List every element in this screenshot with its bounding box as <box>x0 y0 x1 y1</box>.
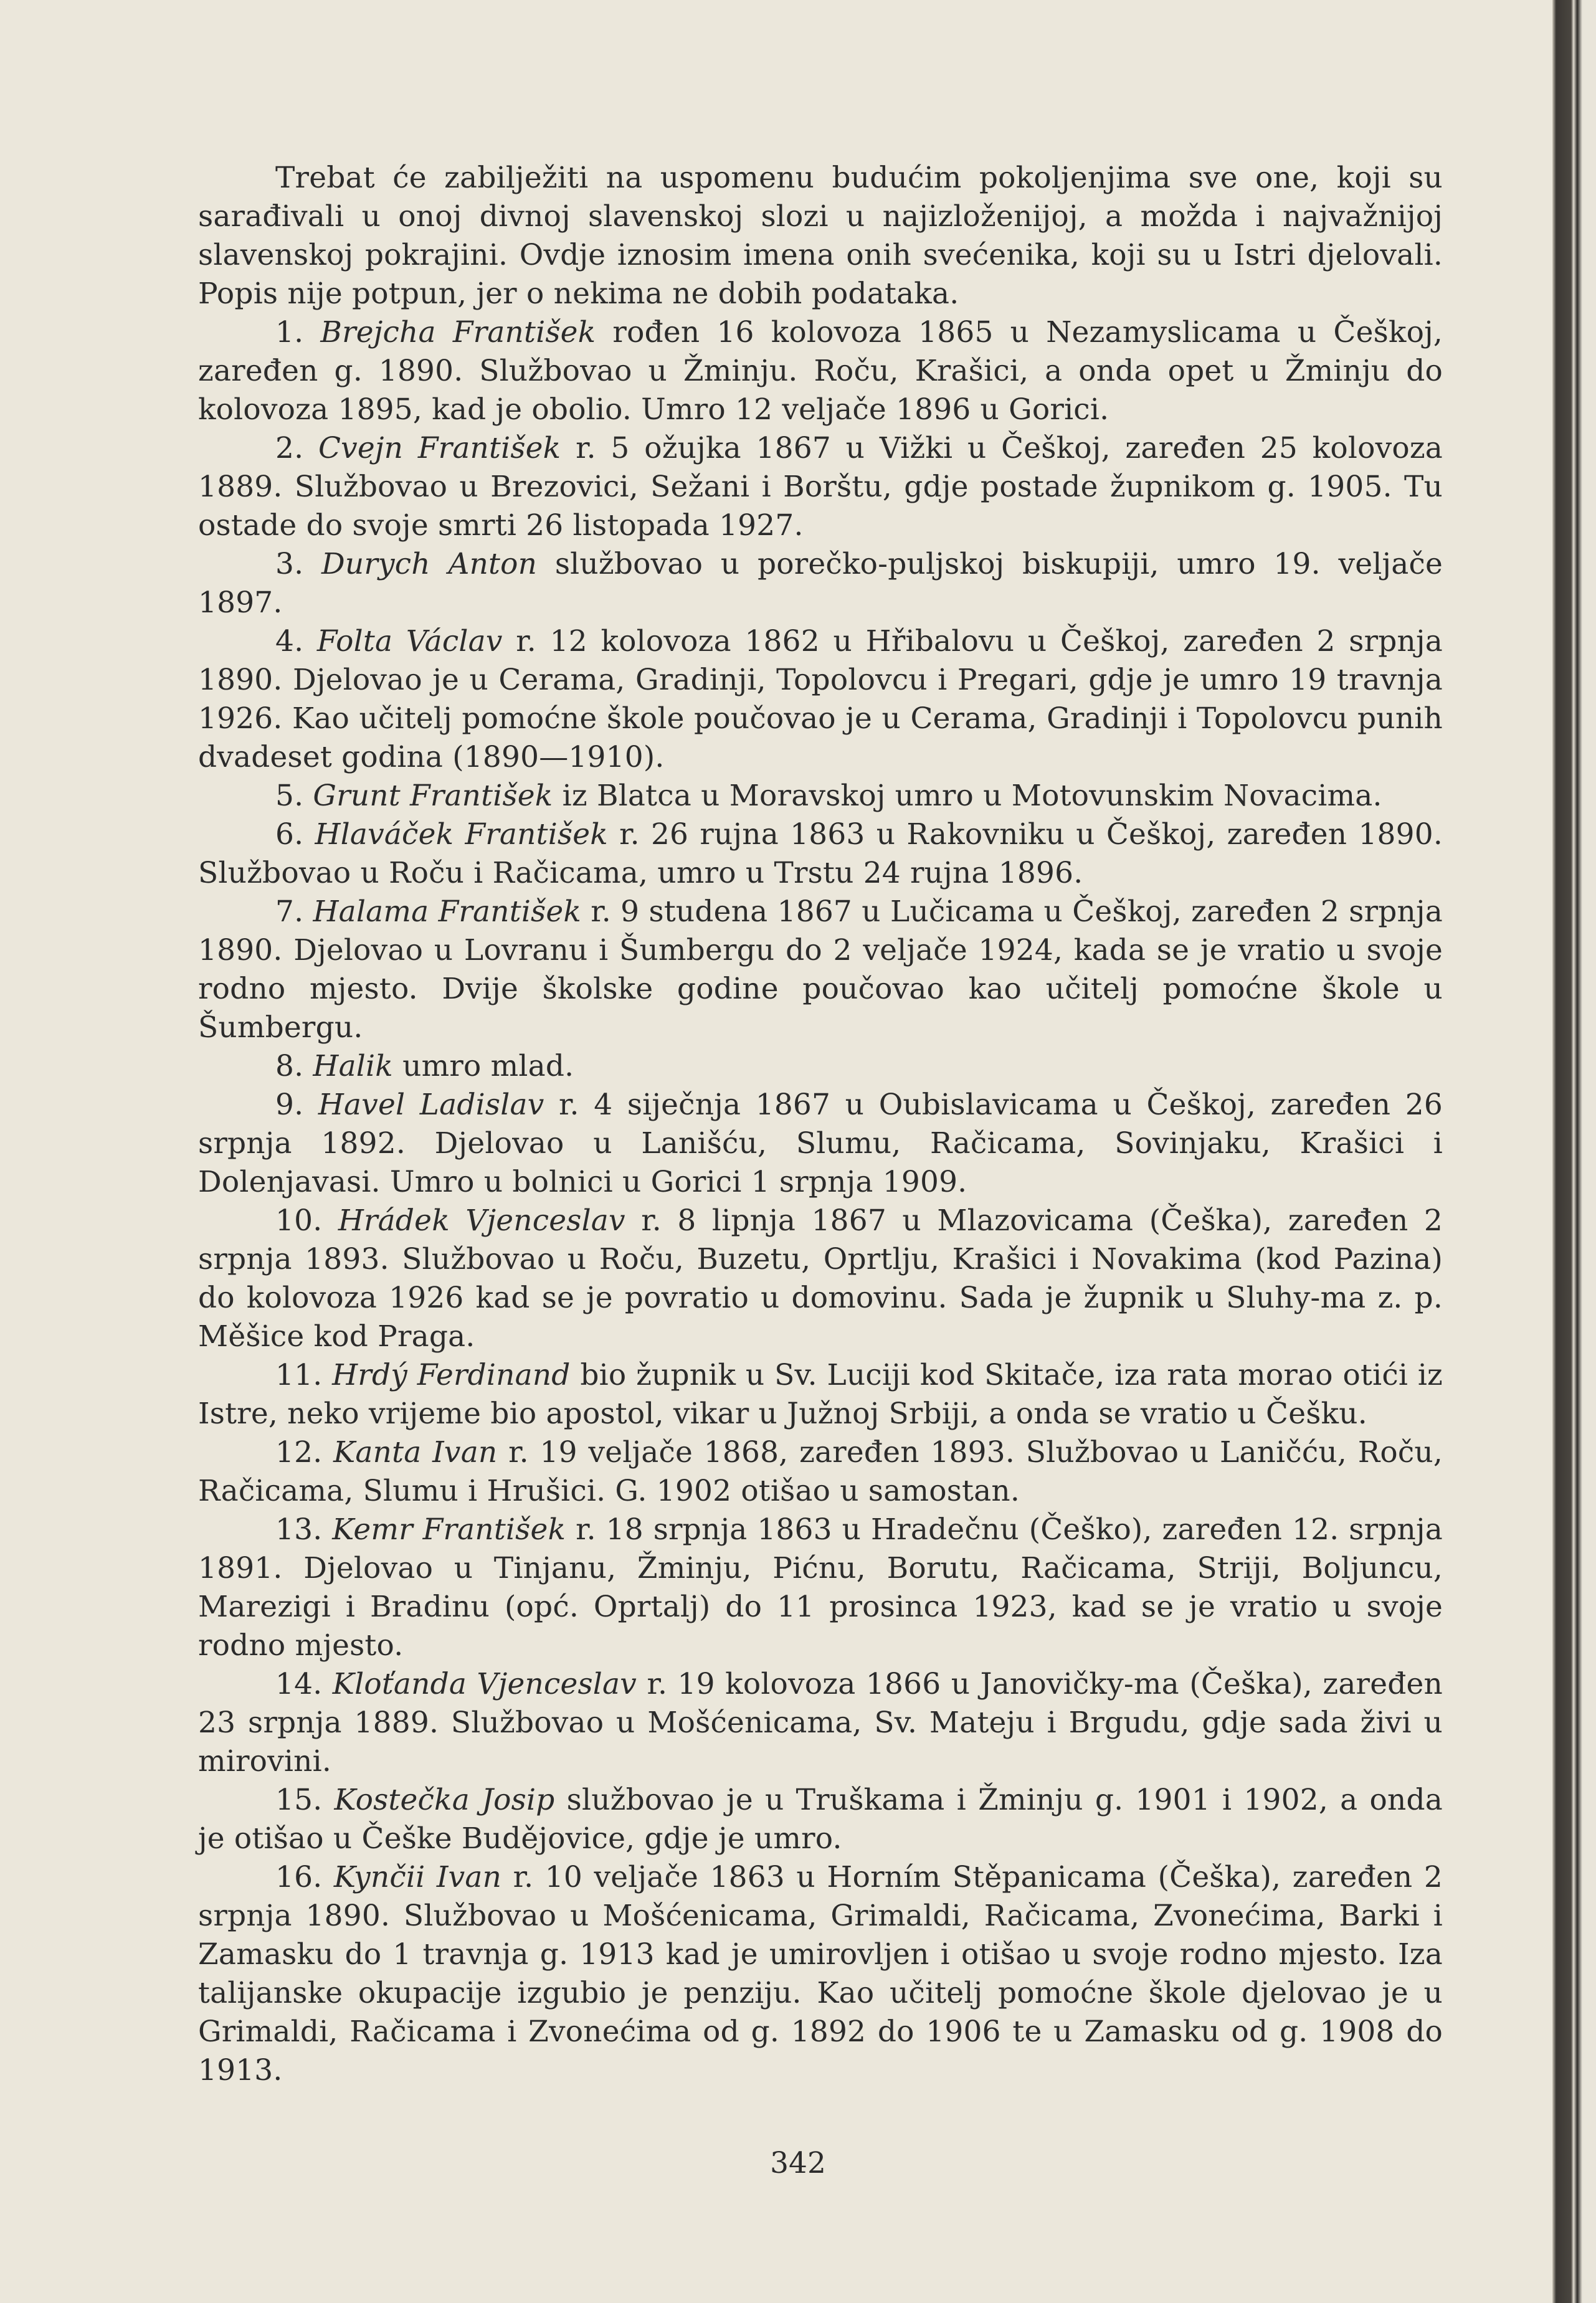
entry-text: r. 10 veljače 1863 u Horním Stěpanicama (Češka), zaređen 2 srpnja 1890. Službovao u Mošćenicama, Grimaldi, Račicama, Zvonećima, Barki i Zamasku do 1 travnja g. 1913 kad je umirovljen i otišao u svoje rodno mjesto. Iza talijanske okupacije izgubio je penziju. Kao učitelj pomoćne škole djelovao je u Grimaldi, Račicama i Zvonećima od g. 1892 do 1906 te u Zamasku od g. 1908 do 1913. <box>198 1860 1443 2087</box>
entry-text: r. 19 veljače 1868, zaređen 1893. Službovao u Laničću, Roču, Račicama, Slumu i Hrušici. G. 1902 otišao u samostan. <box>198 1435 1443 1508</box>
list-item <box>198 815 1443 893</box>
entry-name: Grunt František <box>313 779 553 813</box>
entry-name: Halama František <box>313 895 582 929</box>
list-item <box>198 893 1443 1047</box>
list-item <box>198 1781 1443 1858</box>
list-item <box>198 545 1443 622</box>
entry-text: službovao u porečko-puljskoj biskupiji, umro 19. veljače 1897. <box>198 547 1443 620</box>
page-binding-edge <box>1552 0 1596 2303</box>
entry-name: Cvejn František <box>318 431 561 465</box>
list-item <box>198 1511 1443 1665</box>
entry-text: r. 26 rujna 1863 u Rakovniku u Češkoj, zaređen 1890. Službovao u Roču i Račicama, umro u Trstu 24 rujna 1896. <box>198 817 1443 890</box>
entry-text: službovao je u Truškama i Žminju g. 1901 i 1902, a onda je otišao u Češke Budějovice, gdje je umro. <box>198 1783 1443 1856</box>
entry-number: 11. <box>275 1358 323 1392</box>
entry-text: r. 4 siječnja 1867 u Oubislavicama u Češkoj, zaređen 26 srpnja 1892. Djelovao u Lanišću, Slumu, Račicama, Sovinjaku, Krašici i Dolenjavasi. Umro u bolnici u Gorici 1 srpnja 1909. <box>198 1088 1443 1199</box>
entry-text: r. 19 kolovoza 1866 u Janovičky-ma (Češka), zaređen 23 srpnja 1889. Službovao u Mošćenicama, Sv. Mateju i Brgudu, gdje sada živi u mirovini. <box>198 1667 1443 1778</box>
entry-name: Brejcha František <box>320 315 596 349</box>
entry-text: r. 5 ožujka 1867 u Vižki u Češkoj, zaređen 25 kolovoza 1889. Službovao u Brezovici, Sežani i Borštu, gdje postade župnikom g. 1905. Tu ostade do svoje smrti 26 listopada 1927. <box>198 431 1443 543</box>
entry-number: 1. <box>275 315 304 349</box>
list-item <box>198 1202 1443 1356</box>
entry-name: Folta Václav <box>316 624 503 658</box>
entry-name: Halik <box>313 1049 393 1083</box>
body-text <box>198 159 1443 2090</box>
entry-number: 13. <box>275 1512 323 1547</box>
entry-number: 16. <box>275 1860 323 1894</box>
entry-text: r. 8 lipnja 1867 u Mlazovicama (Češka), zaređen 2 srpnja 1893. Službovao u Roču, Buzetu, Oprtlju, Krašici i Novakima (kod Pazina) do kolovoza 1926 kad se je povratio u domovinu. Sada je župnik u Sluhy-ma z. p. Měšice kod Praga. <box>198 1204 1443 1354</box>
entry-text: r. 18 srpnja 1863 u Hradečnu (Češko), zaređen 12. srpnja 1891. Djelovao u Tinjanu, Žminju, Pićnu, Borutu, Račicama, Striji, Boljuncu, Marezigi i Bradinu (opć. Oprtalj) do 11 prosinca 1923, kad se je vratio u svoje rodno mjesto. <box>198 1512 1443 1663</box>
entry-number: 9. <box>275 1088 304 1122</box>
entry-number: 15. <box>275 1783 323 1817</box>
list-item <box>198 429 1443 545</box>
list-item <box>198 1665 1443 1781</box>
entry-number: 4. <box>275 624 304 658</box>
entry-number: 10. <box>275 1204 323 1238</box>
entry-name: Kanta Ivan <box>333 1435 498 1470</box>
entry-text: bio župnik u Sv. Luciji kod Skitače, iza rata morao otići iz Istre, neko vrijeme bio apostol, vikar u Južnoj Srbiji, a onda se vratio u Češku. <box>198 1358 1443 1431</box>
entry-name: Havel Ladislav <box>318 1088 544 1122</box>
list-item <box>198 313 1443 429</box>
entry-number: 3. <box>275 547 304 581</box>
entry-name: Kynčii Ivan <box>333 1860 502 1894</box>
list-item <box>198 1433 1443 1511</box>
entry-text: umro mlad. <box>392 1049 574 1083</box>
entry-number: 8. <box>275 1049 304 1083</box>
entry-text: iz Blatca u Moravskoj umro u Motovunskim Novacima. <box>553 779 1382 813</box>
entry-number: 5. <box>275 779 304 813</box>
list-item <box>198 1858 1443 2090</box>
entry-name: Kemr František <box>332 1512 566 1547</box>
list-item <box>198 777 1443 815</box>
entry-number: 7. <box>275 895 304 929</box>
entry-number: 12. <box>275 1435 323 1470</box>
entry-number: 2. <box>275 431 304 465</box>
entry-text: r. 9 studena 1867 u Lučicama u Češkoj, zaređen 2 srpnja 1890. Djelovao u Lovranu i Šumbergu do 2 veljače 1924, kada se je vratio u svoje rodno mjesto. Dvije školske godine poučovao kao učitelj pomoćne škole u Šumbergu. <box>198 895 1443 1045</box>
entry-name: Hrdý Ferdinand <box>332 1358 571 1392</box>
priest-list <box>198 313 1443 2090</box>
entry-name: Durych Anton <box>321 547 538 581</box>
list-item <box>198 1356 1443 1433</box>
list-item <box>198 1086 1443 1202</box>
entry-name: Kloťanda Vjenceslav <box>332 1667 637 1701</box>
entry-name: Hrádek Vjenceslav <box>338 1204 625 1238</box>
entry-number: 14. <box>275 1667 323 1701</box>
entry-text: r. 12 kolovoza 1862 u Hřibalovu u Češkoj, zaređen 2 srpnja 1890. Djelovao je u Cerama, Gradinji, Topolovcu i Pregari, gdje je umro 19 travnja 1926. Kao učitelj pomoćne škole poučovao je u Cerama, Gradinji i Topolovcu punih dvadeset godina (1890—1910). <box>198 624 1443 774</box>
intro-paragraph: Trebat će zabilježiti na uspomenu budućim pokoljenjima sve one, koji su sarađivali u onoj divnoj slavenskoj slozi u najizloženijoj, a možda i najvažnijoj slavenskoj pokrajini. Ovdje iznosim imena onih svećenika, koji su u Istri djelovali. Popis nije potpun, jer o nekima ne dobih podataka. <box>198 161 1443 311</box>
page-number: 342 <box>770 2146 826 2180</box>
entry-name: Kostečka Josip <box>334 1783 555 1817</box>
entry-number: 6. <box>275 817 304 852</box>
list-item <box>198 622 1443 777</box>
entry-text: rođen 16 kolovoza 1865 u Nezamyslicama u Češkoj, zaređen g. 1890. Službovao u Žminju. Roču, Krašici, a onda opet u Žminju do kolovoza 1895, kad je obolio. Umro 12 veljače 1896 u Gorici. <box>198 315 1443 427</box>
entry-name: Hlaváček František <box>315 817 608 852</box>
list-item <box>198 1047 1443 1086</box>
